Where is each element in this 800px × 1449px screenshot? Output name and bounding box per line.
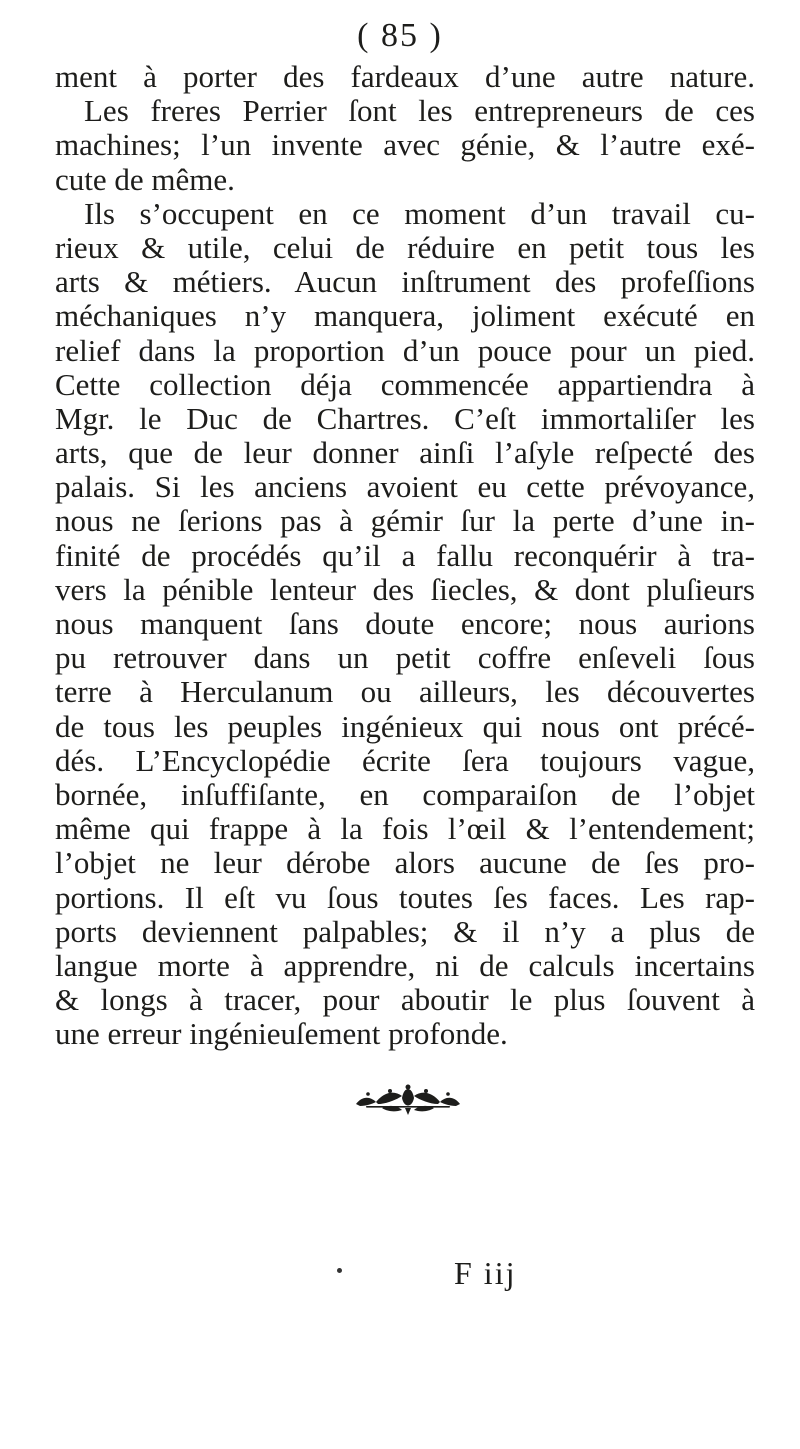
text-line: vers la pénible lenteur des ſiecles, & dont pluſieurs (55, 571, 755, 607)
signature-mark-dot (337, 1268, 342, 1273)
text-line: & longs à tracer, pour aboutir le plus ſouvent à (55, 982, 755, 1018)
text-line: ports deviennent palpables; & il n’y a plus de (55, 913, 755, 949)
text-line: dés. L’Encyclopédie écrite ſera toujours vague, (55, 742, 755, 778)
paragraph-last-line: une erreur ingénieuſement profonde. (55, 1016, 508, 1052)
printer-fleuron-icon (352, 1082, 464, 1116)
page-number: ( 85 ) (357, 17, 443, 54)
text-line: palais. Si les anciens avoient eu cette prévoyance, (55, 469, 755, 505)
text-line: même qui frappe à la fois l’œil & l’entendement; (55, 811, 755, 847)
text-line: l’objet ne leur dérobe alors aucune de ſes pro- (55, 845, 755, 881)
paragraph-last-line: cute de même. (55, 161, 235, 197)
text-line: méchaniques n’y manquera, joliment exécuté en (55, 298, 755, 334)
text-line: langue morte à apprendre, ni de calculs incertains (55, 947, 755, 983)
text-line: Cette collection déja commencée appartiendra à (55, 366, 755, 402)
text-line: nous manquent ſans doute encore; nous aurions (55, 606, 755, 641)
text-line: ment à porter des fardeaux d’une autre nature. (55, 59, 755, 94)
gathering-signature: F iij (454, 1255, 517, 1291)
text-line: finité de procédés qu’il a fallu reconquérir à tra- (55, 537, 755, 573)
text-line: portions. Il eſt vu ſous toutes ſes faces. Les rap- (55, 879, 755, 915)
paragraph-first-line: Ils s’occupent en ce moment d’un travail cu- (84, 195, 755, 231)
body-text (55, 60, 755, 1051)
text-line: bornée, inſuffiſante, en comparaiſon de l’objet (55, 776, 755, 812)
text-line: terre à Herculanum ou ailleurs, les découvertes (55, 674, 755, 710)
text-line: arts, que de leur donner ainſi l’aſyle reſpecté des (55, 435, 755, 471)
text-line: nous ne ſerions pas à gémir ſur la perte d’une in- (55, 503, 755, 539)
text-line: pu retrouver dans un petit coffre enſeveli ſous (55, 640, 755, 676)
text-line: rieux & utile, celui de réduire en petit tous les (55, 229, 755, 265)
paragraph-first-line: Les freres Perrier ſont les entrepreneurs de ces (84, 93, 755, 129)
text-line: Mgr. le Duc de Chartres. C’eſt immortaliſer les (55, 400, 755, 436)
text-line: arts & métiers. Aucun inſtrument des profeſſions (55, 264, 755, 300)
text-line: machines; l’un invente avec génie, & l’autre exé- (55, 127, 755, 163)
text-line: relief dans la proportion d’un pouce pour un pied. (55, 332, 755, 368)
text-line: de tous les peuples ingénieux qui nous ont précé- (55, 708, 755, 744)
